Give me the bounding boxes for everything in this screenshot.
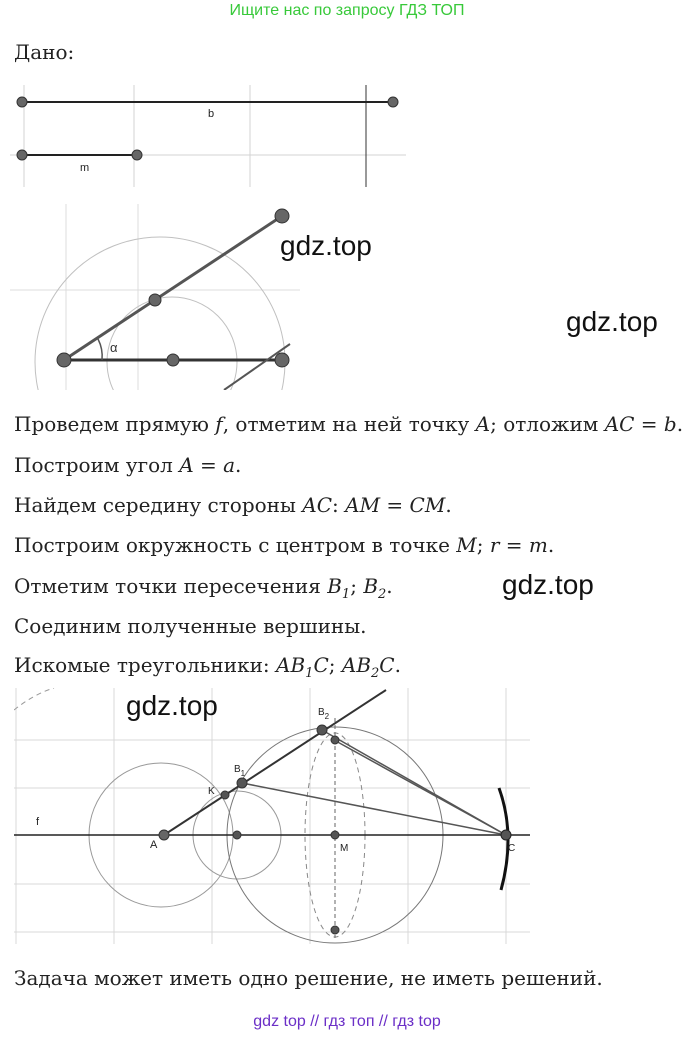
label-A: A [150,839,158,851]
step-6: Соединим полученные вершины. [14,614,367,638]
label-b: b [208,108,215,120]
footer-links[interactable]: gdz top // гдз топ // гдз top [253,1013,441,1030]
label-B1: $B_1$ [234,764,246,778]
given-heading: Дано: [14,40,75,64]
figure-given-segments [10,85,410,190]
figure-angle [10,204,300,390]
figure-construction [14,688,530,944]
label-C: C [508,843,516,854]
step-3: Найдем середину стороны AC: AM = CM. [14,493,452,517]
watermark: gdz.top [126,690,218,721]
step-2: Построим угол A = a. [14,453,242,477]
conclusion: Задача может иметь одно решение, не иметь решений. [14,966,603,990]
label-M: M [340,843,349,854]
watermark: gdz.top [280,230,372,261]
step-1: Проведем прямую f, отметим на ней точку A; отложим AC = b. [14,412,684,436]
label-f: f [36,816,40,828]
label-alpha: α [110,340,118,355]
step-7: Искомые треугольники: $AB_1C$; $AB_2C$. [14,653,401,681]
label-K: K [208,786,215,797]
search-banner[interactable]: Ищите нас по запросу ГДЗ ТОП [229,2,465,19]
watermark: gdz.top [566,306,658,337]
watermark: gdz.top [502,569,594,600]
step-5: Отметим точки пересечения $B_1$; $B_2$. [14,574,393,602]
step-4: Построим окружность с центром в точке M; r = m. [14,533,555,557]
label-B2: $B_2$ [318,707,330,721]
label-m: m [80,162,90,174]
